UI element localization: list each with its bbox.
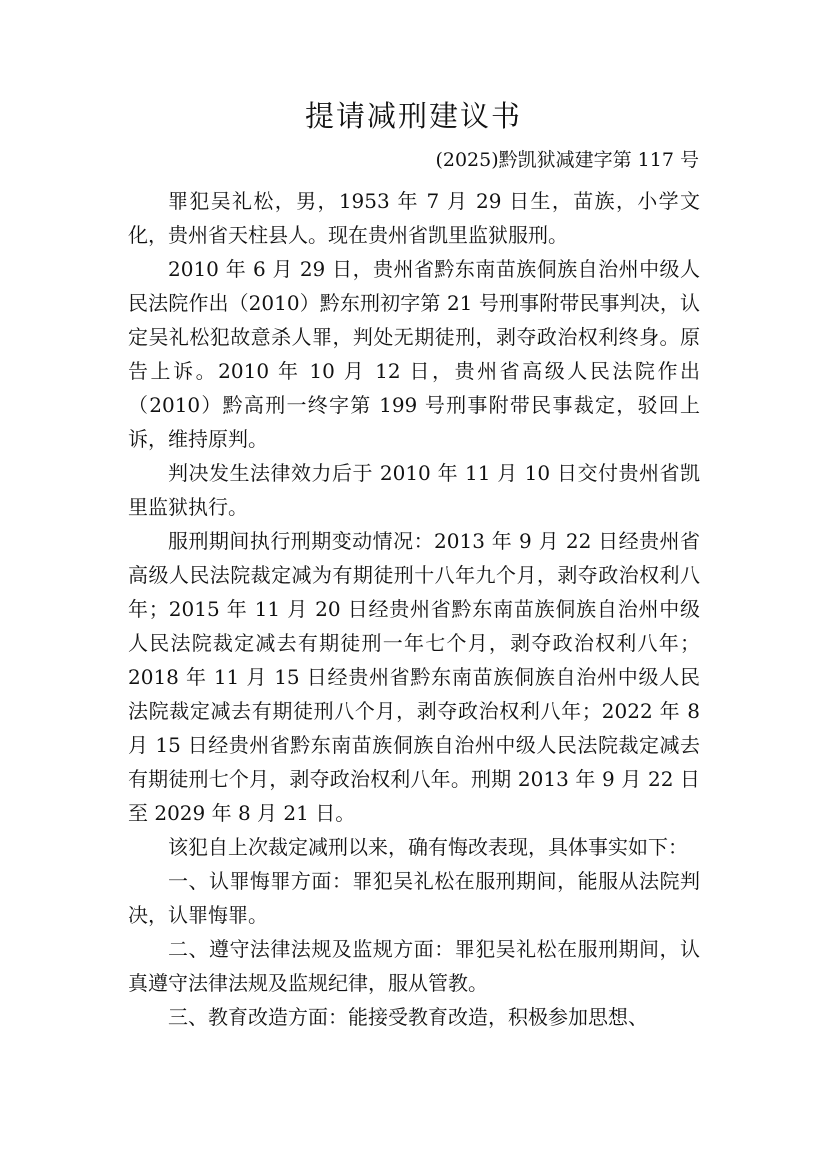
document-title: 提请减刑建议书 (304, 99, 522, 133)
paragraph: 2010 年 6 月 29 日，贵州省黔东南苗族侗族自治州中级人民法院作出（2010）黔东刑初字第 21 号刑事附带民事判决，认定吴礼松犯故意杀人罪，判处无期徒刑，剥夺政治权利终身。原告上诉。2010 年 10 月 12 日，贵州省高级人民法院作出（2010）黔高刑一终字第 199 号刑事附带民事裁定，驳回上诉，维持原判。 (128, 257, 700, 451)
paragraph: 该犯自上次裁定减刑以来，确有悔改表现，具体事实如下： (168, 835, 688, 859)
paragraph: 罪犯吴礼松，男，1953 年 7 月 29 日生，苗族，小学文化，贵州省天柱县人。现在贵州省凯里监狱服刑。 (128, 189, 700, 247)
paragraph: 一、认罪悔罪方面：罪犯吴礼松在服刑期间，能服从法院判决，认罪悔罪。 (128, 869, 700, 927)
document-number: (2025)黔凯狱减建字第 117 号 (435, 149, 699, 171)
document-body (128, 184, 700, 1034)
paragraph: 判决发生法律效力后于 2010 年 11 月 10 日交付贵州省凯里监狱执行。 (128, 461, 700, 519)
paragraph: 二、遵守法律法规及监规方面：罪犯吴礼松在服刑期间，认真遵守法律法规及监规纪律，服从管教。 (128, 937, 700, 995)
paragraph: 三、教育改造方面：能接受教育改造，积极参加思想、 (168, 1005, 648, 1029)
paragraph: 服刑期间执行刑期变动情况：2013 年 9 月 22 日经贵州省高级人民法院裁定减为有期徒刑十八年九个月，剥夺政治权利八年；2015 年 11 月 20 日经贵州省黔东南苗族侗族自治州中级人民法院裁定减去有期徒刑一年七个月，剥夺政治权利八年；2018 年 11 月 15 日经贵州省黔东南苗族侗族自治州中级人民法院裁定减去有期徒刑八个月，剥夺政治权利八年；2022 年 8 月 15 日经贵州省黔东南苗族侗族自治州中级人民法院裁定减去有期徒刑七个月，剥夺政治权利八年。刑期 2013 年 9 月 22 日至 2029 年 8 月 21 日。 (128, 529, 700, 825)
